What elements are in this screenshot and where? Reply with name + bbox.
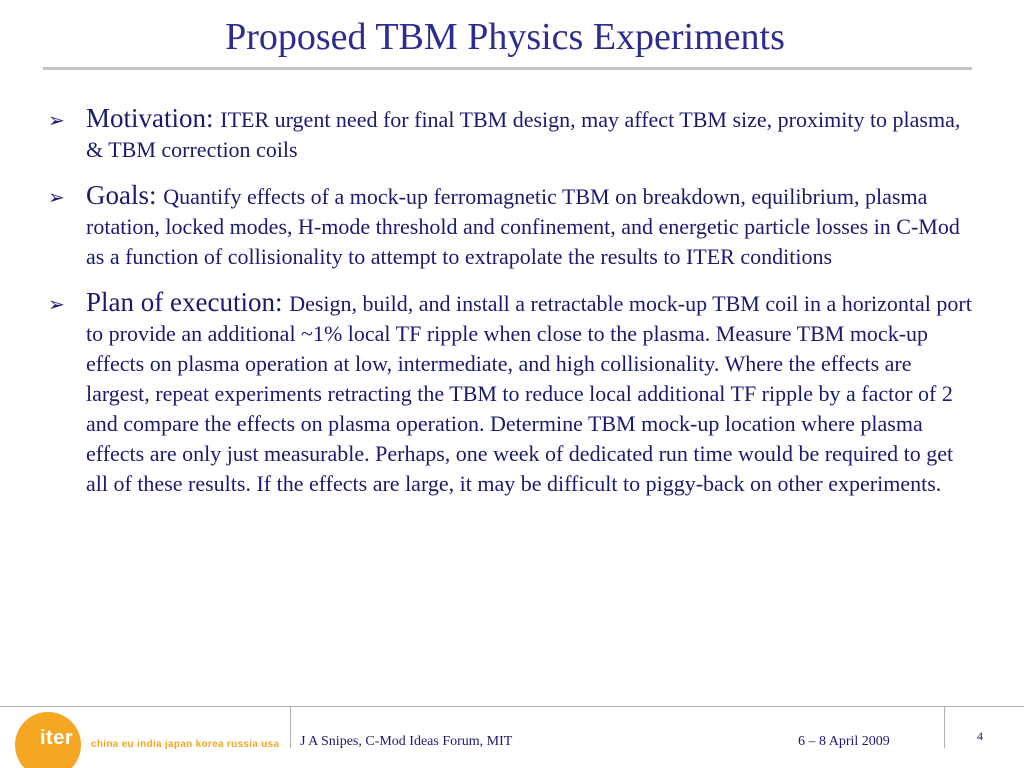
iter-logo <box>0 706 290 768</box>
bullet-lead: Motivation: <box>86 103 221 133</box>
bullet-plan-of-execution <box>48 287 978 499</box>
logo-tagline: china eu india japan korea russia usa <box>91 739 280 750</box>
footer-date: 6 – 8 April 2009 <box>798 734 890 749</box>
page-number: 4 <box>977 729 983 743</box>
bullet-text <box>86 103 978 165</box>
bullet-goals <box>48 180 978 272</box>
slide-title: Proposed TBM Physics Experiments <box>225 16 785 58</box>
bullet-lead: Goals: <box>86 180 164 210</box>
bullet-lead: Plan of execution: <box>86 287 290 317</box>
arrow-bullet-icon: ➢ <box>48 292 65 316</box>
footer-separator <box>290 706 291 748</box>
title-divider <box>43 67 972 70</box>
bullet-text <box>86 287 978 499</box>
bullet-list <box>48 103 978 514</box>
logo-wordmark: iter <box>40 727 74 749</box>
arrow-bullet-icon: ➢ <box>48 108 65 132</box>
bullet-body: Quantify effects of a mock-up ferromagnetic TBM on breakdown, equilibrium, plasma rotation, locked modes, H-mode threshold and confinement, and energetic particle losses in C-Mod as a function of collisionality to attempt to extrapolate the results to ITER conditions <box>86 184 960 269</box>
bullet-text <box>86 180 978 272</box>
bullet-body: ITER urgent need for final TBM design, may affect TBM size, proximity to plasma, & TBM correction coils <box>86 107 961 162</box>
footer-separator <box>944 706 945 748</box>
bullet-motivation <box>48 103 978 165</box>
arrow-bullet-icon: ➢ <box>48 185 65 209</box>
bullet-body: Design, build, and install a retractable mock-up TBM coil in a horizontal port to provide an additional ~1% local TF ripple when close to the plasma. Measure TBM mock-up effects on plasma operation at low, intermediate, and high collisionality. Where the effects are largest, repeat experiments retracting the TBM to reduce local additional TF ripple by a factor of 2 and compare the effects on plasma operation. Determine TBM mock-up location where plasma effects are only just measurable. Perhaps, one week of dedicated run time would be required to get all of these results. If the effects are large, it may be difficult to piggy-back on other experiments. <box>86 291 972 496</box>
footer-author: J A Snipes, C-Mod Ideas Forum, MIT <box>300 734 513 749</box>
